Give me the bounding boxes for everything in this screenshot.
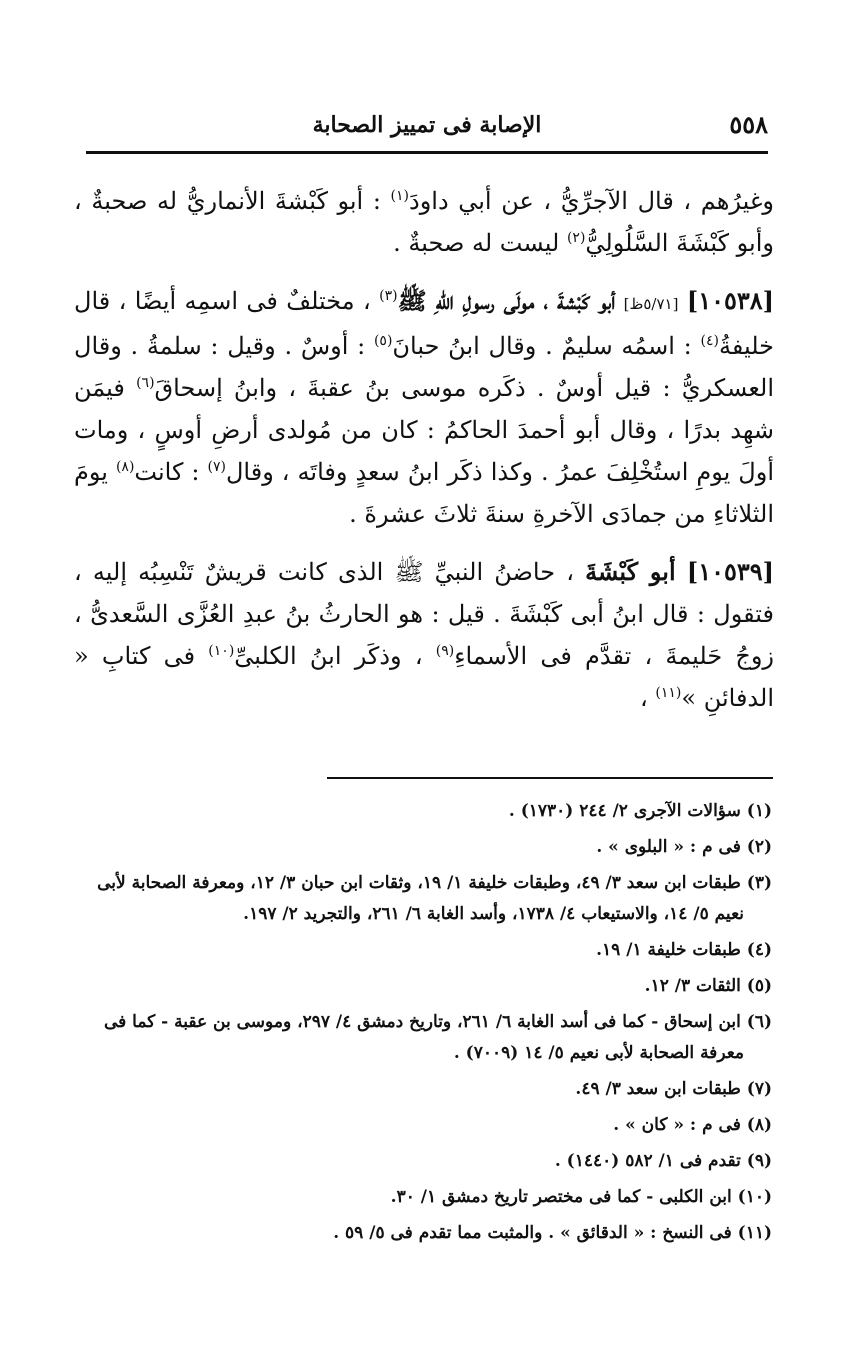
text-segment: ليست له صحبةٌ . bbox=[393, 229, 567, 257]
text-segment: : أوسٌ . وقيل : سلمةُ . وقال العسكريُّ : قيل أوسٌ . ذكَره موسى بنُ عقبةَ ، وابنُ إسحاقَ bbox=[74, 332, 774, 402]
footnote-text: فى النسخ : « الدقائق » . والمثبت مما تقدم فى ٥/ ٥٩ . bbox=[333, 1223, 732, 1243]
footnote-marker: (٩) bbox=[435, 643, 455, 659]
text-segment: ، bbox=[640, 684, 656, 712]
footnote bbox=[80, 935, 772, 966]
text-segment: ، وذكَر ابنُ الكلبىِّ bbox=[234, 642, 436, 670]
footnote bbox=[80, 1007, 772, 1069]
footnote-text: الثقات ٣/ ١٢. bbox=[644, 976, 741, 996]
footnote-marker: (٧) bbox=[207, 459, 226, 475]
footnote-marker: (٦) bbox=[136, 375, 155, 391]
footnote-number: (٢) bbox=[746, 837, 772, 857]
footnote-text-continued: نعيم ٥/ ١٤، والاستيعاب ٤/ ١٧٣٨، وأسد الغابة ٦/ ٢٦١، والتجريد ٢/ ١٩٧. bbox=[243, 904, 744, 924]
paragraph-entry-10539 bbox=[74, 551, 774, 719]
footnote-number: (٤) bbox=[746, 940, 772, 960]
footnote-text: تقدم فى ١/ ٥٨٢ (١٤٤٠) . bbox=[554, 1151, 741, 1171]
footnote-text: طبقات خليفة ١/ ١٩. bbox=[596, 940, 741, 960]
paragraph-entry-10538 bbox=[74, 280, 774, 535]
footnote-number: (٧) bbox=[746, 1079, 772, 1099]
footnote-marker: (١١) bbox=[655, 685, 682, 701]
header-rule bbox=[86, 151, 768, 154]
footnote-marker: (٨) bbox=[115, 459, 135, 475]
footnote-number: (١) bbox=[746, 801, 772, 821]
text-segment: : كانت bbox=[134, 458, 208, 486]
text-segment: يومَ الثلاثاءِ من جمادَى الآخرةِ سنةَ ثلاثَ عشرةَ . bbox=[74, 458, 774, 528]
footnote-text-continued: معرفة الصحابة لأبى نعيم ٥/ ١٤ (٧٠٠٩) . bbox=[453, 1043, 744, 1063]
page-number: ٥٥٨ bbox=[729, 110, 768, 139]
running-title: الإصابة فى تمييز الصحابة bbox=[312, 112, 542, 138]
footnote-marker: (١) bbox=[390, 188, 409, 204]
text-segment: فيمَن شهِد بدرًا ، وقال أبو أحمدَ الحاكمُ : كان من مُولدى أرضِ أوسٍ ، ومات أولَ يومِ استُخْلِفَ عمرُ . وكذا ذكَر ابنُ سعدٍ وفاتَه ، وقال bbox=[74, 374, 775, 486]
text-segment: وغيرُهم ، قال الآجرِّيُّ ، عن أبي داودَ bbox=[409, 187, 774, 215]
main-text bbox=[74, 180, 774, 735]
footnote-text: فى م : « البلوى » . bbox=[596, 837, 741, 857]
footnote-marker: (٣) bbox=[379, 288, 398, 304]
footnote-number: (٨) bbox=[746, 1115, 772, 1135]
page-header bbox=[86, 108, 768, 148]
footnote bbox=[80, 1074, 772, 1105]
footnote-marker: (١٠) bbox=[208, 643, 235, 659]
text-segment: : أبو كَبْشةَ الأنماريُّ له صحبةٌ ، وأبو كَبْشَةَ السَّلُولِيُّ bbox=[74, 187, 774, 257]
entry-number: [١٠٥٣٩] bbox=[686, 557, 774, 586]
footnotes bbox=[80, 796, 772, 1254]
footnote-text: ابن الكلبى - كما فى مختصر تاريخ دمشق ١/ ٣٠. bbox=[390, 1187, 732, 1207]
footnote-text: سؤالات الآجرى ٢/ ٢٤٤ (١٧٣٠) . bbox=[508, 801, 741, 821]
footnote-marker: (٤) bbox=[700, 333, 719, 349]
footnote bbox=[80, 832, 772, 863]
footnote bbox=[80, 796, 772, 827]
footnote bbox=[80, 1182, 772, 1213]
footnote-rule bbox=[327, 777, 773, 779]
footnote-text: فى م : « كان » . bbox=[613, 1115, 741, 1135]
footnote-text: طبقات ابن سعد ٣/ ٤٩، وطبقات خليفة ١/ ١٩، وثقات ابن حبان ٣/ ١٢، ومعرفة الصحابة لأبى bbox=[97, 873, 741, 893]
footnote-number: (٥) bbox=[746, 976, 772, 996]
text-segment: : اسمُه سليمٌ . وقال ابنُ حبانَ bbox=[392, 332, 701, 360]
text-segment: فى كتابِ « الدفائنِ » bbox=[74, 642, 774, 712]
footnote bbox=[80, 971, 772, 1002]
paragraph-intro bbox=[74, 180, 774, 264]
footnote-text: طبقات ابن سعد ٣/ ٤٩. bbox=[575, 1079, 741, 1099]
footnote-number: (٩) bbox=[746, 1151, 772, 1171]
text-segment: ، مختلفٌ فى اسمِه أيضًا ، قال خليفةُ bbox=[74, 287, 775, 360]
footnote bbox=[80, 1146, 772, 1177]
entry-number: [١٠٥٣٨] bbox=[686, 286, 774, 315]
footnote-number: (١١) bbox=[737, 1223, 772, 1243]
footnote-number: (٦) bbox=[746, 1012, 772, 1032]
footnote-number: (١٠) bbox=[737, 1187, 772, 1207]
footnote-number: (٣) bbox=[746, 873, 772, 893]
footnote-text: ابن إسحاق - كما فى أسد الغابة ٦/ ٢٦١، وتاريخ دمشق ٤/ ٢٩٧، وموسى بن عقبة - كما فى bbox=[103, 1012, 741, 1032]
manuscript-reference: [٥/٧١ظ] bbox=[623, 295, 679, 313]
footnote bbox=[80, 1218, 772, 1249]
footnote bbox=[80, 1110, 772, 1141]
footnote-marker: (٢) bbox=[566, 230, 586, 246]
entry-name: أبو كَبْشَةَ bbox=[585, 557, 676, 586]
footnote bbox=[80, 868, 772, 930]
text-segment: ، حاضنُ النبيِّ ﷺ الذى كانت قريشٌ تَنْسِبُه إليه ، فتقول : قال ابنُ أبى كَبْشَةَ . قيل : هو الحارثُ بنُ عبدِ العُزَّى السَّعدىُّ ، زوجُ حَليمةَ ، تقدَّم فى الأسماءِ bbox=[74, 558, 775, 670]
footnote-marker: (٥) bbox=[373, 333, 393, 349]
entry-name: أبو كَبْشةَ ، مولَى رسولِ اللهِ ﷺ bbox=[397, 286, 616, 315]
